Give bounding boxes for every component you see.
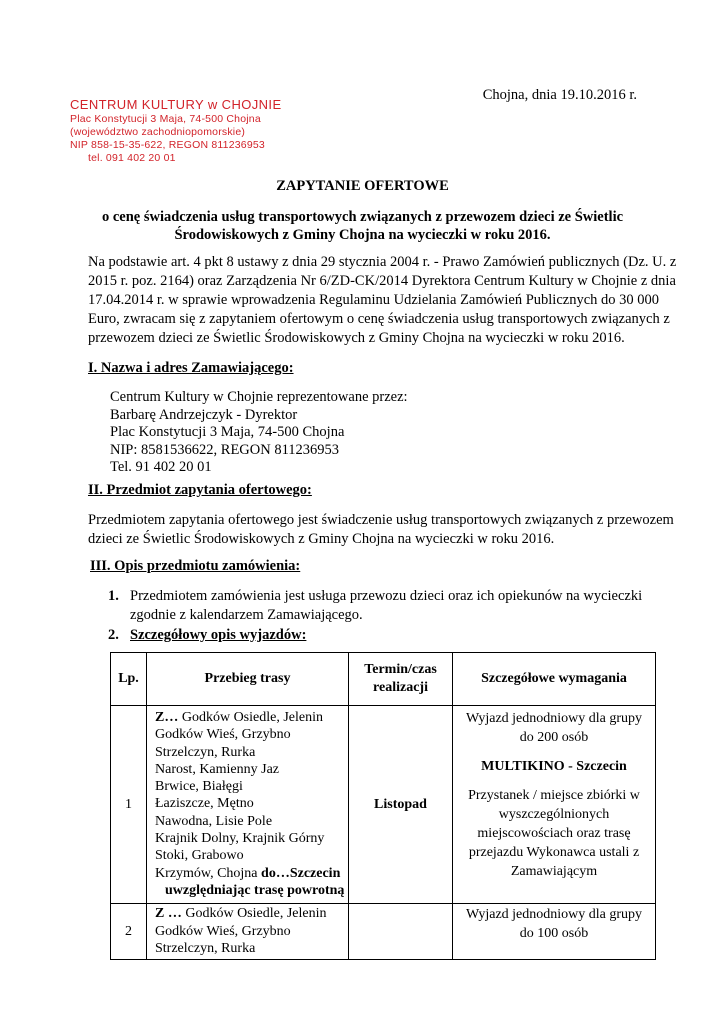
req-line: Wyjazd jednodniowy dla grupy bbox=[465, 711, 643, 726]
req-note-line: przejazdu Wykonawca ustali z bbox=[468, 845, 640, 860]
section-3-heading: III. Opis przedmiotu zamówienia: bbox=[90, 558, 301, 574]
intro-line: 17.04.2014 r. w sprawie wprowadzenia Regulaminu Udzielania Zamówień Publicznych do 30 000 bbox=[88, 292, 660, 308]
route-line bbox=[155, 905, 348, 922]
route-return-note: uwzględniając trasę powrotną bbox=[165, 882, 345, 898]
table-header-row bbox=[111, 653, 656, 706]
route-cell bbox=[147, 904, 349, 960]
header-term-line: realizacji bbox=[373, 680, 428, 695]
stamp-name: CENTRUM KULTURY w CHOJNIE bbox=[70, 97, 282, 112]
document-subtitle bbox=[0, 208, 725, 244]
route-start: Z … bbox=[155, 906, 182, 922]
address-line: Centrum Kultury w Chojnie reprezentowane przez: bbox=[110, 389, 408, 405]
list-item-1-line: zgodnie z kalendarzem Zamawiającego. bbox=[130, 607, 363, 623]
req-line: do 100 osób bbox=[519, 926, 589, 942]
route-line bbox=[155, 865, 348, 882]
term-cell bbox=[349, 904, 453, 960]
stamp-nip-regon: NIP 858-15-35-622, REGON 811236953 bbox=[70, 139, 265, 151]
list-number-1: 1. bbox=[108, 588, 119, 604]
requirements-cell bbox=[453, 706, 656, 904]
header-lp: Lp. bbox=[111, 653, 147, 706]
document-date: Chojna, dnia 19.10.2016 r. bbox=[482, 87, 637, 103]
contracting-authority-address bbox=[110, 389, 408, 477]
header-term bbox=[349, 653, 453, 706]
req-line: do 200 osób bbox=[519, 730, 589, 745]
list-item-2: Szczegółowy opis wyjazdów: bbox=[130, 627, 307, 643]
route-line: Strzelczyn, Rurka bbox=[155, 940, 256, 956]
route-start: Z… bbox=[155, 710, 179, 725]
address-line: Tel. 91 402 20 01 bbox=[110, 459, 212, 475]
intro-line: Euro, zwracam się z zapytaniem ofertowym o cenę świadczenia usług transportowych związanych z bbox=[88, 311, 670, 327]
stamp-region: (województwo zachodniopomorskie) bbox=[70, 126, 246, 138]
subtitle-line: Środowiskowych z Gminy Chojna na wycieczki w roku 2016. bbox=[174, 227, 551, 243]
address-line: NIP: 8581536622, REGON 811236953 bbox=[110, 441, 340, 458]
req-note-line: wyszczególnionych bbox=[498, 807, 610, 822]
route-line: Narost, Kamienny Jaz bbox=[155, 761, 280, 777]
route-line: Godków Wieś, Grzybno bbox=[155, 727, 291, 743]
list-item-1 bbox=[130, 587, 643, 625]
address-line: Plac Konstytucji 3 Maja, 74-500 Chojna bbox=[110, 424, 345, 440]
req-note-line: Przystanek / miejsce zbiórki w bbox=[468, 788, 640, 803]
intro-line: 2015 r. poz. 2164) oraz Zarządzenia Nr 6/ZD-CK/2014 Dyrektora Centrum Kultury w Chojnie z dnia bbox=[88, 273, 676, 289]
route-first: Godków Osiedle, Jelenin bbox=[181, 906, 327, 922]
req-line: Wyjazd jednodniowy dla grupy bbox=[465, 907, 643, 923]
route-line: Brwice, Białęgi bbox=[155, 779, 243, 795]
header-requirements: Szczegółowe wymagania bbox=[453, 653, 656, 706]
section-2-heading: II. Przedmiot zapytania ofertowego: bbox=[88, 482, 312, 498]
trips-table bbox=[110, 652, 656, 960]
table-row bbox=[111, 904, 656, 960]
route-line: Nawodna, Lisie Pole bbox=[155, 813, 273, 829]
route-destination: do…Szczecin bbox=[261, 865, 341, 881]
route-line bbox=[155, 709, 348, 726]
requirements-cell bbox=[453, 904, 656, 960]
route-line: Strzelczyn, Rurka bbox=[155, 744, 256, 760]
stamp-phone: tel. 091 402 20 01 bbox=[88, 152, 176, 164]
route-line: Godków Wieś, Grzybno bbox=[155, 923, 291, 939]
header-route: Przebieg trasy bbox=[147, 653, 349, 706]
route-cell bbox=[147, 706, 349, 904]
req-note-line: Zamawiającym bbox=[510, 864, 598, 879]
section-2-line: dzieci ze Świetlic Środowiskowych z Gminy Chojna na wycieczki w roku 2016. bbox=[88, 531, 555, 547]
address-line: Barbarę Andrzejczyk - Dyrektor bbox=[110, 406, 298, 423]
route-last: Krzymów, Chojna bbox=[155, 865, 262, 881]
req-destination: MULTIKINO - Szczecin bbox=[481, 759, 627, 774]
document-title: ZAPYTANIE OFERTOWE bbox=[276, 178, 449, 194]
list-number-2: 2. bbox=[108, 627, 119, 643]
term-cell: Listopad bbox=[349, 706, 453, 904]
route-line: Stoki, Grabowo bbox=[155, 848, 244, 864]
section-2-paragraph bbox=[88, 511, 674, 549]
section-2-line: Przedmiotem zapytania ofertowego jest świadczenie usług transportowych związanych z przewozem bbox=[88, 512, 674, 528]
subtitle-line: o cenę świadczenia usług transportowych związanych z przewozem dzieci ze Świetlic bbox=[101, 209, 624, 225]
route-first: Godków Osiedle, Jelenin bbox=[178, 710, 323, 725]
section-1-heading: I. Nazwa i adres Zamawiającego: bbox=[88, 360, 294, 376]
institution-stamp bbox=[70, 97, 282, 165]
row-number: 2 bbox=[111, 904, 147, 960]
route-line: Krajnik Dolny, Krajnik Górny bbox=[155, 831, 325, 847]
list-item-1-line: Przedmiotem zamówienia jest usługa przewozu dzieci oraz ich opiekunów na wycieczki bbox=[130, 588, 643, 604]
intro-line: Na podstawie art. 4 pkt 8 ustawy z dnia 29 stycznia 2004 r. - Prawo Zamówień publicznych (Dz. U. z bbox=[88, 254, 677, 270]
header-term-line: Termin/czas bbox=[364, 662, 437, 677]
stamp-address: Plac Konstytucji 3 Maja, 74-500 Chojna bbox=[70, 113, 261, 125]
req-note-line: miejscowościach oraz trasę bbox=[477, 826, 631, 841]
intro-line: przewozem dzieci ze Świetlic Środowiskowych z Gminy Chojna na wycieczki w roku 2016. bbox=[88, 330, 625, 346]
intro-paragraph bbox=[88, 253, 677, 348]
row-number: 1 bbox=[111, 706, 147, 904]
table-row bbox=[111, 706, 656, 904]
route-line: Łaziszcze, Mętno bbox=[155, 796, 254, 812]
